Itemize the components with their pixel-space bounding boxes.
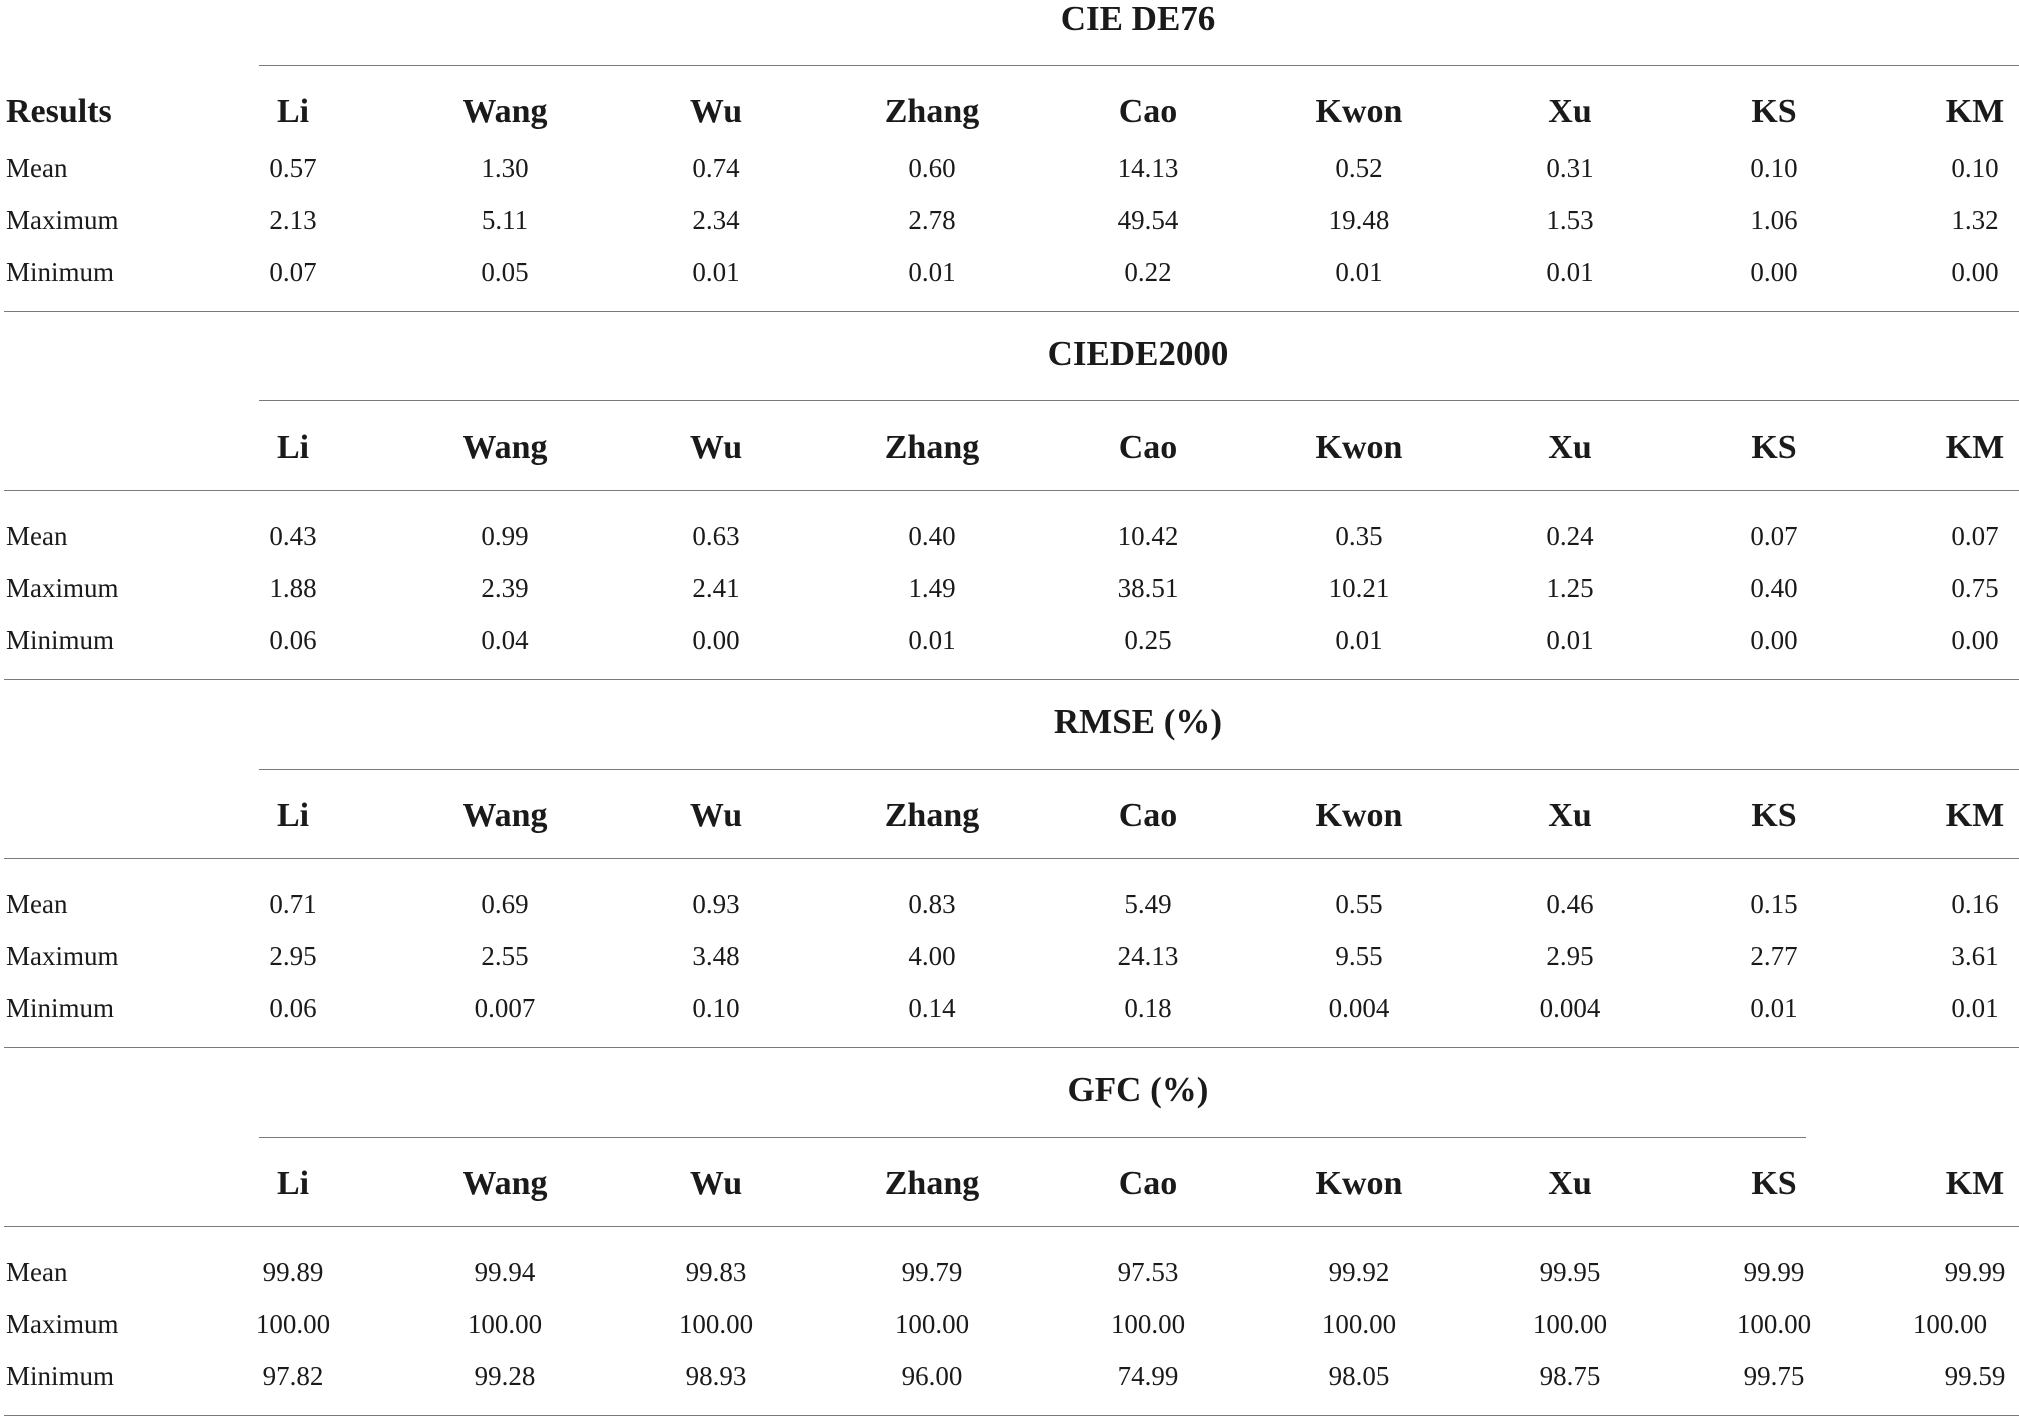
table-cell: 100.00 [1110,1309,1186,1339]
table-cell: 0.74 [692,153,740,183]
column-header: Zhang [884,797,980,834]
table-cell: 0.00 [692,625,740,655]
table-cell: 38.51 [1117,573,1179,603]
section-title: CIEDE2000 [1047,334,1229,373]
section-divider [4,1047,2019,1048]
table-bottom-rule [4,1415,2019,1416]
column-header: Li [276,429,310,466]
column-header: Wang [462,93,548,130]
table-cell: 99.95 [1539,1257,1601,1287]
table-cell: 0.24 [1546,521,1594,551]
table-cell: 0.01 [1546,257,1594,287]
table-cell: 0.04 [481,625,529,655]
column-header: Wang [462,429,548,466]
table-cell: 0.99 [481,521,529,551]
column-header: Kwon [1315,797,1403,834]
table-cell: 2.55 [481,941,529,971]
table-cell: 0.10 [1750,153,1798,183]
table-cell: 1.49 [908,573,956,603]
table-cell: 0.10 [692,993,740,1023]
table-cell: 0.43 [269,521,317,551]
column-header: Cao [1118,1165,1178,1202]
stub-header: Results [6,93,112,130]
table-cell: 0.83 [908,889,956,919]
table-cell: 2.39 [481,573,529,603]
table-cell: 10.42 [1117,521,1179,551]
column-header: Kwon [1315,429,1403,466]
table-cell: 0.71 [269,889,317,919]
table-cell: 0.01 [1335,625,1383,655]
table-cell: 0.01 [908,257,956,287]
table-cell: 0.31 [1546,153,1594,183]
row-label: Minimum [6,625,115,655]
table-cell: 5.49 [1124,889,1172,919]
table-cell: 98.05 [1328,1361,1390,1391]
table-cell: 0.69 [481,889,529,919]
table-cell: 100.00 [255,1309,331,1339]
section-divider [4,311,2019,312]
table-cell: 1.30 [481,153,529,183]
table-cell: 3.61 [1951,941,1999,971]
table-cell: 0.007 [474,993,536,1023]
table-cell: 97.53 [1117,1257,1179,1287]
table-cell: 0.00 [1750,257,1798,287]
column-header: Kwon [1315,1165,1403,1202]
table-cell: 0.25 [1124,625,1172,655]
spanner-rule [259,1137,1806,1138]
column-header: Wu [689,1165,743,1202]
table-cell: 0.15 [1750,889,1798,919]
table-cell: 1.25 [1546,573,1594,603]
table-cell: 0.01 [1951,993,1999,1023]
table-cell: 0.004 [1328,993,1390,1023]
table-cell: 1.88 [269,573,317,603]
table-cell: 99.89 [262,1257,324,1287]
section-title: RMSE (%) [1053,702,1223,741]
column-header: Wu [689,797,743,834]
header-rule [4,1226,2019,1227]
row-label: Minimum [6,993,115,1023]
table-cell: 2.77 [1750,941,1798,971]
table-cell: 0.00 [1750,625,1798,655]
column-header: Cao [1118,429,1178,466]
table-cell: 1.32 [1951,205,1999,235]
table-cell: 1.53 [1546,205,1594,235]
column-header: Li [276,797,310,834]
table-cell: 100.00 [1532,1309,1608,1339]
column-header: Li [276,93,310,130]
table-cell: 2.78 [908,205,956,235]
row-label: Maximum [6,941,119,971]
table-cell: 5.11 [481,205,529,235]
table-cell: 0.00 [1951,257,1999,287]
table-cell: 0.05 [481,257,529,287]
table-cell: 0.93 [692,889,740,919]
table-cell: 99.79 [901,1257,963,1287]
table-cell: 100.00 [678,1309,754,1339]
column-header: KM [1945,429,2005,466]
table-cell: 0.06 [269,993,317,1023]
column-header: Cao [1118,93,1178,130]
table-cell: 2.41 [692,573,740,603]
table-cell: 99.92 [1328,1257,1390,1287]
table-cell: 100.00 [1321,1309,1397,1339]
table-cell: 100.00 [894,1309,970,1339]
table-cell: 0.01 [1750,993,1798,1023]
header-rule [4,858,2019,859]
row-label: Maximum [6,573,119,603]
table-cell: 0.14 [908,993,956,1023]
table-cell: 0.55 [1335,889,1383,919]
table-cell: 100.00 [1736,1309,1812,1339]
table-cell: 0.40 [908,521,956,551]
table-cell: 0.52 [1335,153,1383,183]
column-header: Xu [1548,93,1592,130]
column-header: KS [1751,797,1797,834]
column-header: Wang [462,1165,548,1202]
table-cell: 0.07 [1750,521,1798,551]
table-cell: 0.57 [269,153,317,183]
table-cell: 0.07 [269,257,317,287]
table-cell: 99.28 [474,1361,536,1391]
table-cell: 0.46 [1546,889,1594,919]
table-cell: 100.00 [1912,1309,1988,1339]
table-cell: 99.83 [685,1257,747,1287]
table-cell: 100.00 [467,1309,543,1339]
table-cell: 99.94 [474,1257,536,1287]
table-cell: 0.07 [1951,521,1999,551]
column-header: Xu [1548,797,1592,834]
table-cell: 97.82 [262,1361,324,1391]
column-header: KM [1945,1165,2005,1202]
table-cell: 14.13 [1117,153,1179,183]
section-title: CIE DE76 [1060,0,1216,38]
table-cell: 0.01 [1335,257,1383,287]
table-cell: 0.63 [692,521,740,551]
column-header: KM [1945,797,2005,834]
table-cell: 99.75 [1743,1361,1805,1391]
table-cell: 98.75 [1539,1361,1601,1391]
row-label: Mean [6,153,68,183]
column-header: Wu [689,429,743,466]
table-cell: 98.93 [685,1361,747,1391]
column-header: Wu [689,93,743,130]
row-label: Mean [6,889,68,919]
table-cell: 1.06 [1750,205,1798,235]
column-header: Zhang [884,429,980,466]
table-cell: 0.01 [692,257,740,287]
table-cell: 0.35 [1335,521,1383,551]
spanner-rule [259,769,2019,770]
section-title: GFC (%) [1067,1070,1209,1109]
row-label: Minimum [6,257,115,287]
table-cell: 74.99 [1117,1361,1179,1391]
section-divider [4,679,2019,680]
table-cell: 0.18 [1124,993,1172,1023]
table-cell: 0.22 [1124,257,1172,287]
table-cell: 2.95 [1546,941,1594,971]
table-cell: 0.16 [1951,889,1999,919]
column-header: KS [1751,93,1797,130]
column-header: Xu [1548,1165,1592,1202]
table-cell: 2.34 [692,205,740,235]
spanner-rule [259,65,2019,66]
column-header: KM [1945,93,2005,130]
table-cell: 0.01 [1546,625,1594,655]
table-cell: 99.99 [1944,1257,2006,1287]
column-header: KS [1751,1165,1797,1202]
table-cell: 0.75 [1951,573,1999,603]
table-cell: 99.59 [1944,1361,2006,1391]
table-cell: 10.21 [1328,573,1390,603]
column-header: Cao [1118,797,1178,834]
table-cell: 96.00 [901,1361,963,1391]
column-header: Wang [462,797,548,834]
table-cell: 4.00 [908,941,956,971]
column-header: Kwon [1315,93,1403,130]
table-cell: 0.00 [1951,625,1999,655]
table-cell: 0.40 [1750,573,1798,603]
table-cell: 2.95 [269,941,317,971]
row-label: Maximum [6,1309,119,1339]
table-cell: 0.06 [269,625,317,655]
table-cell: 99.99 [1743,1257,1805,1287]
spanner-rule [259,400,2019,401]
table-cell: 0.004 [1539,993,1601,1023]
column-header: Zhang [884,93,980,130]
column-header: Li [276,1165,310,1202]
row-label: Minimum [6,1361,115,1391]
table-cell: 0.01 [908,625,956,655]
table-cell: 49.54 [1117,205,1179,235]
table-cell: 2.13 [269,205,317,235]
table-cell: 3.48 [692,941,740,971]
header-rule [4,490,2019,491]
table-cell: 0.10 [1951,153,1999,183]
column-header: Zhang [884,1165,980,1202]
table-cell: 9.55 [1335,941,1383,971]
row-label: Mean [6,521,68,551]
table-cell: 19.48 [1328,205,1390,235]
column-header: KS [1751,429,1797,466]
row-label: Maximum [6,205,119,235]
row-label: Mean [6,1257,68,1287]
table-cell: 0.60 [908,153,956,183]
table-cell: 24.13 [1117,941,1179,971]
column-header: Xu [1548,429,1592,466]
